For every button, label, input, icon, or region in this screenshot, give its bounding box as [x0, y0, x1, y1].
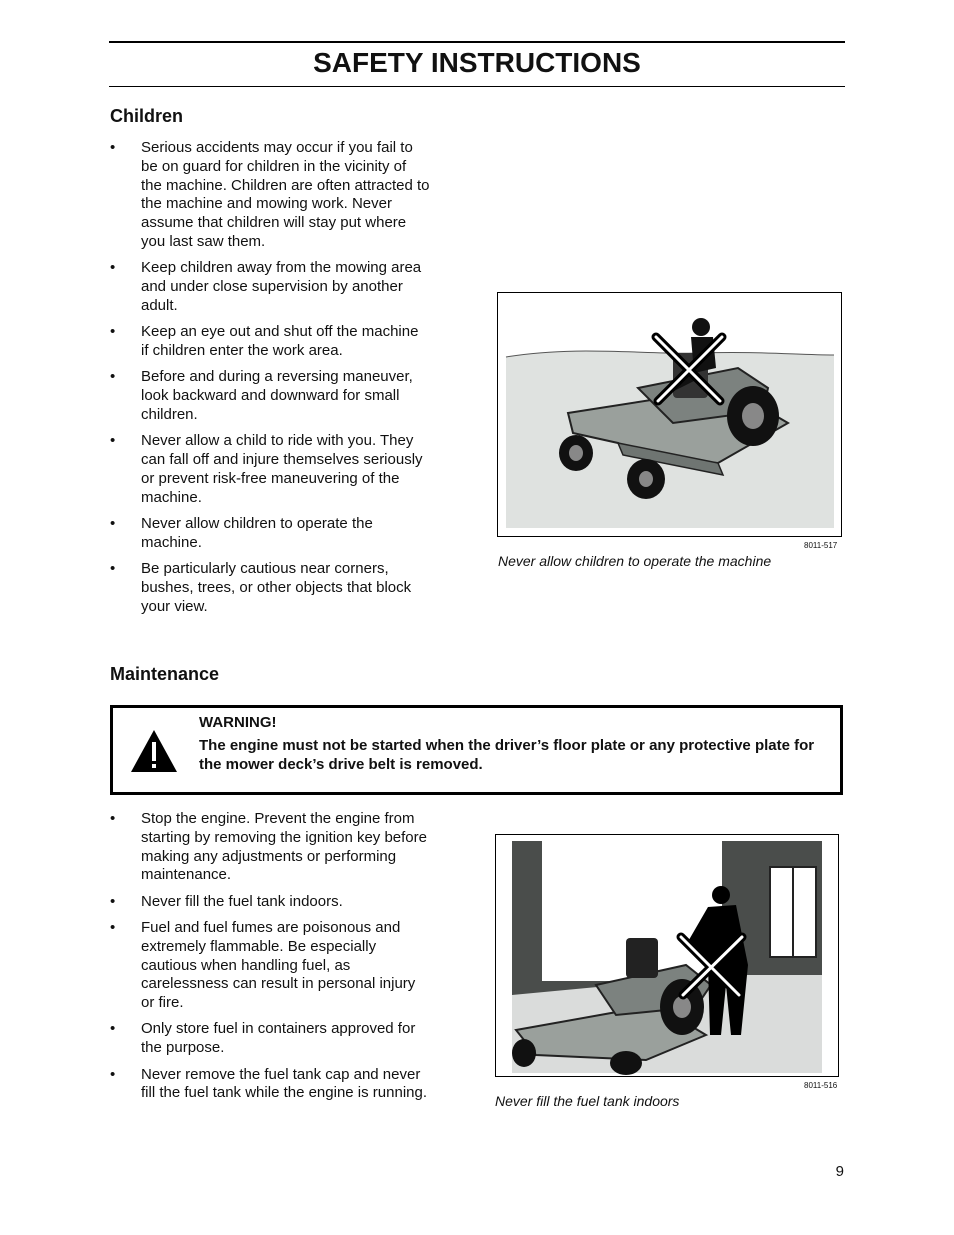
figure-caption: Never allow children to operate the machine — [498, 553, 772, 569]
children-list — [110, 139, 430, 624]
list-item: • Serious accidents may occur if you fail to be on guard for children in the vicinity of the machine. Children are often attracted to the machine and mowing work. Never assume that children will stay put where you last saw them. — [110, 139, 430, 252]
children-heading: Children — [110, 106, 184, 126]
list-item: • Before and during a reversing maneuver, look backward and downward for small children. — [110, 368, 430, 424]
page-title: SAFETY INSTRUCTIONS — [313, 47, 641, 78]
warning-text: The engine must not be started when the driver’s floor plate or any protective plate for the mower deck’s drive belt is removed. — [199, 737, 815, 773]
list-item: • Never allow children to operate the machine. — [110, 515, 430, 553]
list-item: • Stop the engine. Prevent the engine from starting by removing the ignition key before making any adjustments or performing maintenance. — [110, 810, 430, 885]
list-item: • Keep children away from the mowing area and under close supervision by another adult. — [110, 259, 430, 315]
list-item: • Never fill the fuel tank indoors. — [110, 893, 430, 912]
figure-code: 8011-516 — [804, 1081, 838, 1090]
list-item: • Fuel and fuel fumes are poisonous and extremely flammable. Be especially cautious when handling fuel, as carelessness can result in personal injury or fire. — [110, 919, 430, 1013]
warning-title: WARNING! — [199, 714, 277, 731]
warning-triangle-icon — [129, 728, 179, 774]
list-item: • Never allow a child to ride with you. They can fall off and injure themselves seriously or prevent risk-free maneuvering of the machine. — [110, 432, 430, 507]
list-item: • Only store fuel in containers approved for the purpose. — [110, 1020, 430, 1058]
page-number: 9 — [835, 1163, 844, 1180]
title-underline — [109, 86, 845, 87]
figure-caption: Never fill the fuel tank indoors — [495, 1093, 680, 1109]
warning-box — [110, 705, 843, 795]
fuel-indoors-illustration — [495, 834, 839, 1077]
maintenance-heading: Maintenance — [110, 664, 220, 684]
list-item: • Keep an eye out and shut off the machine if children enter the work area. — [110, 323, 430, 361]
list-item: • Never remove the fuel tank cap and never fill the fuel tank while the engine is running. — [110, 1066, 430, 1104]
figure-code: 8011-517 — [804, 541, 838, 550]
maintenance-list — [110, 810, 430, 1111]
list-item: • Be particularly cautious near corners, bushes, trees, or other objects that block your view. — [110, 560, 430, 616]
child-mower-illustration — [497, 292, 842, 537]
